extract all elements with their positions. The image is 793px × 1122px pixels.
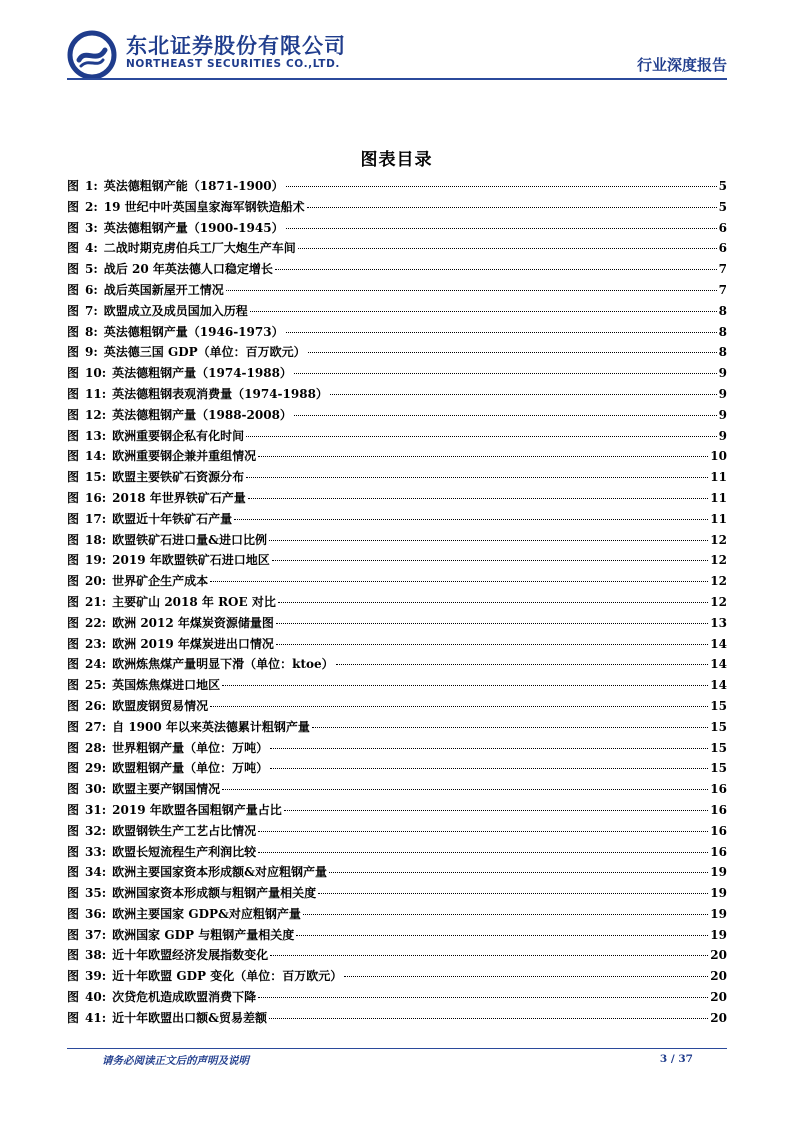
toc-entry[interactable] — [67, 364, 727, 385]
toc-entry[interactable] — [67, 572, 727, 593]
toc-entry-page: 15 — [710, 740, 727, 755]
page-number: 3 / 37 — [659, 1053, 693, 1065]
toc-entry-page: 15 — [710, 719, 727, 734]
toc-entry-number: 16: — [85, 490, 107, 505]
toc-entry-prefix: 图 — [67, 470, 80, 485]
toc-entry-title: 欧洲重要钢企私有化时间 — [112, 428, 245, 443]
toc-dot-leader — [294, 373, 717, 374]
toc-entry-title: 欧洲国家资本形成额与粗钢产量相关度 — [112, 886, 317, 901]
toc-dot-leader — [234, 519, 708, 520]
toc-dot-leader — [286, 186, 717, 187]
toc-dot-leader — [258, 997, 708, 998]
toc-entry-page: 19 — [710, 906, 727, 921]
toc-entry-prefix: 图 — [67, 782, 80, 797]
toc-entry-number: 38: — [85, 948, 107, 963]
toc-entry-page: 8 — [718, 324, 727, 339]
toc-entry[interactable] — [67, 759, 727, 780]
toc-entry-prefix: 图 — [67, 698, 80, 713]
toc-entry-page: 5 — [718, 179, 727, 193]
toc-entry[interactable] — [67, 531, 727, 552]
toc-entry-title: 英法德粗钢产量（1974-1988） — [112, 366, 292, 381]
toc-entry[interactable] — [67, 905, 727, 926]
toc-entry-page: 8 — [718, 303, 727, 318]
toc-entry[interactable] — [67, 198, 727, 219]
toc-entry-prefix: 图 — [67, 511, 80, 526]
toc-entry-title: 英法德粗钢产量（1946-1973） — [103, 324, 284, 339]
toc-entry-number: 33: — [85, 844, 107, 859]
toc-entry[interactable] — [67, 988, 727, 1009]
northeast-securities-logo-icon — [67, 30, 117, 80]
toc-entry-page: 13 — [710, 615, 727, 630]
toc-entry-prefix: 图 — [67, 303, 80, 318]
toc-entry-prefix: 图 — [67, 199, 80, 214]
header-divider — [67, 78, 727, 80]
toc-entry-page: 12 — [710, 553, 727, 568]
toc-entry-prefix: 图 — [67, 906, 80, 921]
toc-entry-page: 19 — [710, 886, 727, 901]
toc-title: 图表目录 — [360, 150, 433, 170]
toc-entry[interactable] — [67, 843, 727, 864]
toc-dot-leader — [296, 935, 708, 936]
toc-entry-number: 29: — [85, 761, 107, 776]
toc-entry-title: 欧盟钢铁生产工艺占比情况 — [112, 823, 257, 838]
toc-entry-number: 35: — [85, 886, 107, 901]
toc-entry[interactable] — [67, 510, 727, 531]
toc-entry[interactable] — [67, 967, 727, 988]
toc-entry-title: 欧盟近十年铁矿石产量 — [112, 511, 233, 526]
toc-entry[interactable] — [67, 427, 727, 448]
toc-entry-number: 2: — [85, 199, 98, 214]
toc-entry[interactable] — [67, 343, 727, 364]
toc-entry-number: 13: — [85, 428, 107, 443]
toc-entry-page: 11 — [710, 490, 727, 505]
page-header — [0, 0, 793, 80]
toc-entry-title: 欧洲重要钢企兼并重组情况 — [112, 449, 257, 464]
toc-dot-leader — [318, 893, 708, 894]
toc-entry[interactable] — [67, 946, 727, 967]
toc-dot-leader — [286, 332, 717, 333]
toc-dot-leader — [276, 644, 708, 645]
toc-entry[interactable] — [67, 551, 727, 572]
toc-entry-title: 英法德粗钢产量（1988-2008） — [112, 407, 292, 422]
toc-entry[interactable] — [67, 739, 727, 760]
toc-entry-page: 12 — [710, 594, 727, 609]
toc-entry-page: 6 — [718, 241, 727, 256]
toc-entry-title: 欧盟铁矿石进口量&进口比例 — [112, 532, 267, 547]
toc-entry-prefix: 图 — [67, 324, 80, 339]
toc-entry-number: 23: — [85, 636, 107, 651]
toc-entry-number: 39: — [85, 969, 107, 984]
toc-entry[interactable] — [67, 1009, 727, 1030]
toc-entry[interactable] — [67, 718, 727, 739]
toc-entry-number: 27: — [85, 719, 107, 734]
toc-dot-leader — [303, 914, 708, 915]
toc-dot-leader — [275, 269, 717, 270]
toc-dot-leader — [336, 664, 709, 665]
report-type: 行业深度报告 — [636, 56, 727, 74]
toc-entry-prefix: 图 — [67, 490, 80, 505]
toc-entry-page: 12 — [710, 574, 727, 589]
toc-entry-prefix: 图 — [67, 740, 80, 755]
toc-entry-title: 英国炼焦煤进口地区 — [112, 678, 221, 693]
toc-entry-prefix: 图 — [67, 761, 80, 776]
toc-entry-number: 37: — [85, 927, 107, 942]
toc-entry[interactable] — [67, 468, 727, 489]
toc-dot-leader — [258, 456, 708, 457]
toc-entry-prefix: 图 — [67, 366, 80, 381]
toc-entry-title: 欧盟废钢贸易情况 — [112, 698, 209, 713]
toc-dot-leader — [210, 706, 708, 707]
toc-entry-page: 14 — [710, 678, 727, 693]
toc-entry-prefix: 图 — [67, 615, 80, 630]
toc-entry-title: 英法德三国 GDP（单位：百万欧元） — [103, 345, 306, 360]
toc-entry-title: 欧洲国家 GDP 与粗钢产量相关度 — [112, 927, 295, 942]
toc-entry-title: 欧盟长短流程生产利润比较 — [112, 844, 257, 859]
toc-entry[interactable] — [67, 406, 727, 427]
toc-entry-number: 7: — [85, 303, 98, 318]
toc-dot-leader — [276, 623, 708, 624]
toc-dot-leader — [270, 748, 708, 749]
toc-entry-page: 6 — [718, 220, 727, 235]
toc-dot-leader — [258, 831, 708, 832]
toc-entry[interactable] — [67, 926, 727, 947]
toc-entry-number: 25: — [85, 678, 107, 693]
toc-entry-page: 20 — [710, 1010, 727, 1025]
toc-entry-page: 16 — [710, 823, 727, 838]
toc-entry-title: 欧盟成立及成员国加入历程 — [103, 303, 248, 318]
toc-entry-title: 欧盟主要产钢国情况 — [112, 782, 221, 797]
toc-entry-number: 19: — [85, 553, 107, 568]
toc-entry-page: 14 — [710, 636, 727, 651]
toc-entry[interactable] — [67, 302, 727, 323]
toc-entry[interactable] — [67, 780, 727, 801]
toc-entry-prefix: 图 — [67, 823, 80, 838]
toc-entry-number: 22: — [85, 615, 107, 630]
toc-entry-page: 8 — [718, 345, 727, 360]
toc-entry-page: 7 — [718, 262, 727, 277]
toc-entry-number: 1: — [85, 179, 98, 193]
toc-entry-number: 34: — [85, 865, 107, 880]
toc-entry[interactable] — [67, 281, 727, 302]
toc-entry-prefix: 图 — [67, 574, 80, 589]
toc-entry[interactable] — [67, 697, 727, 718]
toc-entry-number: 26: — [85, 698, 107, 713]
toc-entry[interactable] — [67, 635, 727, 656]
toc-entry-number: 20: — [85, 574, 107, 589]
toc-entry-title: 英法德粗钢产量（1900-1945） — [103, 220, 284, 235]
toc-entry-prefix: 图 — [67, 969, 80, 984]
toc-entry[interactable] — [67, 219, 727, 240]
toc-entry-prefix: 图 — [67, 844, 80, 859]
toc-entry-page: 15 — [710, 698, 727, 713]
toc-entry-number: 8: — [85, 324, 98, 339]
toc-dot-leader — [226, 290, 717, 291]
toc-entry-prefix: 图 — [67, 719, 80, 734]
toc-entry-prefix: 图 — [67, 553, 80, 568]
toc-entry-prefix: 图 — [67, 241, 80, 256]
toc-entry-page: 20 — [710, 990, 727, 1005]
toc-entry[interactable] — [67, 822, 727, 843]
toc-entry-title: 欧盟主要铁矿石资源分布 — [112, 470, 245, 485]
toc-dot-leader — [270, 768, 708, 769]
toc-entry-title: 欧洲 2019 年煤炭进出口情况 — [112, 636, 274, 651]
toc-dot-leader — [250, 311, 717, 312]
toc-entry-title: 世界矿企生产成本 — [112, 574, 209, 589]
toc-dot-leader — [294, 415, 717, 416]
toc-entry-number: 4: — [85, 241, 98, 256]
toc-entry[interactable] — [67, 323, 727, 344]
toc-entry-title: 世界粗钢产量（单位：万吨） — [112, 740, 269, 755]
toc-dot-leader — [272, 560, 709, 561]
toc-entry-page: 11 — [710, 470, 727, 485]
toc-entry-title: 欧洲炼焦煤产量明显下滑（单位：ktoe） — [112, 657, 334, 672]
toc-entry-prefix: 图 — [67, 657, 80, 672]
toc-entry-page: 19 — [710, 927, 727, 942]
toc-dot-leader — [222, 685, 708, 686]
toc-dot-leader — [269, 540, 708, 541]
toc-entry-page: 20 — [710, 948, 727, 963]
toc-entry-number: 31: — [85, 802, 107, 817]
toc-dot-leader — [298, 248, 717, 249]
toc-entry-prefix: 图 — [67, 886, 80, 901]
toc-entry-page: 16 — [710, 782, 727, 797]
toc-entry-title: 战后 20 年英法德人口稳定增长 — [103, 262, 273, 277]
toc-entry-title: 2019 年欧盟铁矿石进口地区 — [112, 553, 270, 568]
toc-entry-page: 16 — [710, 844, 727, 859]
toc-entry-prefix: 图 — [67, 262, 80, 277]
toc-entry-title: 自 1900 年以来英法德累计粗钢产量 — [112, 719, 310, 734]
toc-entry-title: 欧洲 2012 年煤炭资源储量图 — [112, 615, 274, 630]
toc-entry-page: 10 — [710, 449, 727, 464]
toc-entry-number: 10: — [85, 366, 107, 381]
toc-entry-page: 9 — [718, 407, 727, 422]
toc-dot-leader — [278, 602, 708, 603]
toc-entry-prefix: 图 — [67, 386, 80, 401]
toc-entry[interactable] — [67, 260, 727, 281]
toc-dot-leader — [258, 852, 708, 853]
toc-entry-prefix: 图 — [67, 345, 80, 360]
toc-entry-page: 14 — [710, 657, 727, 672]
toc-entry[interactable] — [67, 614, 727, 635]
toc-entry-page: 12 — [710, 532, 727, 547]
toc-entry[interactable] — [67, 655, 727, 676]
toc-entry-number: 6: — [85, 282, 98, 297]
toc-entry-number: 41: — [85, 1010, 107, 1025]
toc-entry[interactable] — [67, 676, 727, 697]
toc-entry-title: 次贷危机造成欧盟消费下降 — [112, 990, 257, 1005]
toc-entry-page: 19 — [710, 865, 727, 880]
toc-entry-title: 近十年欧盟经济发展指数变化 — [112, 948, 269, 963]
toc-entry-page: 11 — [710, 511, 727, 526]
toc-entry-number: 5: — [85, 262, 98, 277]
toc-entry-prefix: 图 — [67, 594, 80, 609]
toc-entry-prefix: 图 — [67, 678, 80, 693]
toc-entry-page: 9 — [718, 366, 727, 381]
toc-dot-leader — [284, 810, 709, 811]
toc-entry[interactable] — [67, 884, 727, 905]
toc-entry-number: 18: — [85, 532, 107, 547]
toc-dot-leader — [312, 727, 708, 728]
toc-dot-leader — [248, 498, 709, 499]
toc-entry-prefix: 图 — [67, 407, 80, 422]
toc-entry-title: 欧洲主要国家 GDP&对应粗钢产量 — [112, 906, 301, 921]
toc-entry-number: 32: — [85, 823, 107, 838]
toc-entry-prefix: 图 — [67, 532, 80, 547]
toc-dot-leader — [308, 352, 717, 353]
toc-entry-title: 19 世纪中叶英国皇家海军钢铁造船术 — [103, 199, 305, 214]
toc-entry[interactable] — [67, 489, 727, 510]
toc-entry-number: 9: — [85, 345, 98, 360]
footer-divider — [67, 1048, 727, 1049]
toc-entry-title: 二战时期克虏伯兵工厂大炮生产车间 — [103, 241, 296, 256]
toc-dot-leader — [210, 581, 708, 582]
toc-entry-page: 9 — [718, 428, 727, 443]
toc-entry[interactable] — [67, 385, 727, 406]
toc-entry-number: 21: — [85, 594, 107, 609]
toc-dot-leader — [286, 228, 717, 229]
toc-dot-leader — [246, 436, 716, 437]
toc-dot-leader — [330, 394, 717, 395]
toc-entry-number: 12: — [85, 407, 107, 422]
toc-entry-page: 7 — [718, 282, 727, 297]
toc-entry[interactable] — [67, 177, 727, 198]
toc-entry-title: 英法德粗钢产能（1871-1900） — [103, 179, 284, 193]
toc-entry-number: 11: — [85, 386, 107, 401]
toc-entry-page: 15 — [710, 761, 727, 776]
toc-dot-leader — [307, 207, 717, 208]
toc-entry-title: 欧洲主要国家资本形成额&对应粗钢产量 — [112, 865, 327, 880]
toc-entry-page: 9 — [718, 386, 727, 401]
toc-entry-prefix: 图 — [67, 282, 80, 297]
toc-entry-title: 主要矿山 2018 年 ROE 对比 — [112, 594, 276, 609]
toc-entry-prefix: 图 — [67, 636, 80, 651]
toc-entry-title: 英法德粗钢表观消费量（1974-1988） — [112, 386, 328, 401]
toc-dot-leader — [269, 1018, 708, 1019]
toc-entry[interactable] — [67, 801, 727, 822]
toc-entry-number: 40: — [85, 990, 107, 1005]
toc-dot-leader — [344, 976, 708, 977]
toc-entry-prefix: 图 — [67, 1010, 80, 1025]
toc-entry-title: 近十年欧盟 GDP 变化（单位：百万欧元） — [112, 969, 343, 984]
toc-entry[interactable] — [67, 863, 727, 884]
toc-entry-page: 5 — [718, 199, 727, 214]
toc-entry-prefix: 图 — [67, 865, 80, 880]
toc-entry[interactable] — [67, 593, 727, 614]
toc-entry[interactable] — [67, 447, 727, 468]
toc-entry[interactable] — [67, 239, 727, 260]
company-name-en: NORTHEAST SECURITIES CO.,LTD. — [126, 58, 340, 70]
toc-entry-number: 28: — [85, 740, 107, 755]
toc-entry-number: 14: — [85, 449, 107, 464]
toc-entry-page: 16 — [710, 802, 727, 817]
toc-entry-prefix: 图 — [67, 179, 80, 193]
toc-entry-prefix: 图 — [67, 428, 80, 443]
toc-entry-title: 战后英国新屋开工情况 — [103, 282, 224, 297]
toc-list — [67, 177, 727, 1030]
toc-entry-number: 24: — [85, 657, 107, 672]
toc-entry-number: 3: — [85, 220, 98, 235]
toc-entry-title: 欧盟粗钢产量（单位：万吨） — [112, 761, 269, 776]
toc-entry-number: 15: — [85, 470, 107, 485]
toc-entry-prefix: 图 — [67, 948, 80, 963]
toc-entry-prefix: 图 — [67, 220, 80, 235]
toc-entry-title: 近十年欧盟出口额&贸易差额 — [112, 1010, 267, 1025]
toc-entry-number: 30: — [85, 782, 107, 797]
company-name-cn: 东北证券股份有限公司 — [126, 34, 346, 58]
toc-dot-leader — [246, 477, 708, 478]
toc-entry-title: 2018 年世界铁矿石产量 — [112, 490, 246, 505]
toc-entry-page: 20 — [710, 969, 727, 984]
toc-entry-prefix: 图 — [67, 990, 80, 1005]
footer-disclaimer: 请务必阅读正文后的声明及说明 — [102, 1055, 249, 1067]
toc-entry-prefix: 图 — [67, 927, 80, 942]
toc-dot-leader — [270, 955, 708, 956]
toc-dot-leader — [222, 789, 708, 790]
toc-entry-prefix: 图 — [67, 802, 80, 817]
toc-entry-number: 17: — [85, 511, 107, 526]
toc-entry-number: 36: — [85, 906, 107, 921]
toc-entry-title: 2019 年欧盟各国粗钢产量占比 — [112, 802, 282, 817]
toc-dot-leader — [329, 872, 708, 873]
toc-entry-prefix: 图 — [67, 449, 80, 464]
